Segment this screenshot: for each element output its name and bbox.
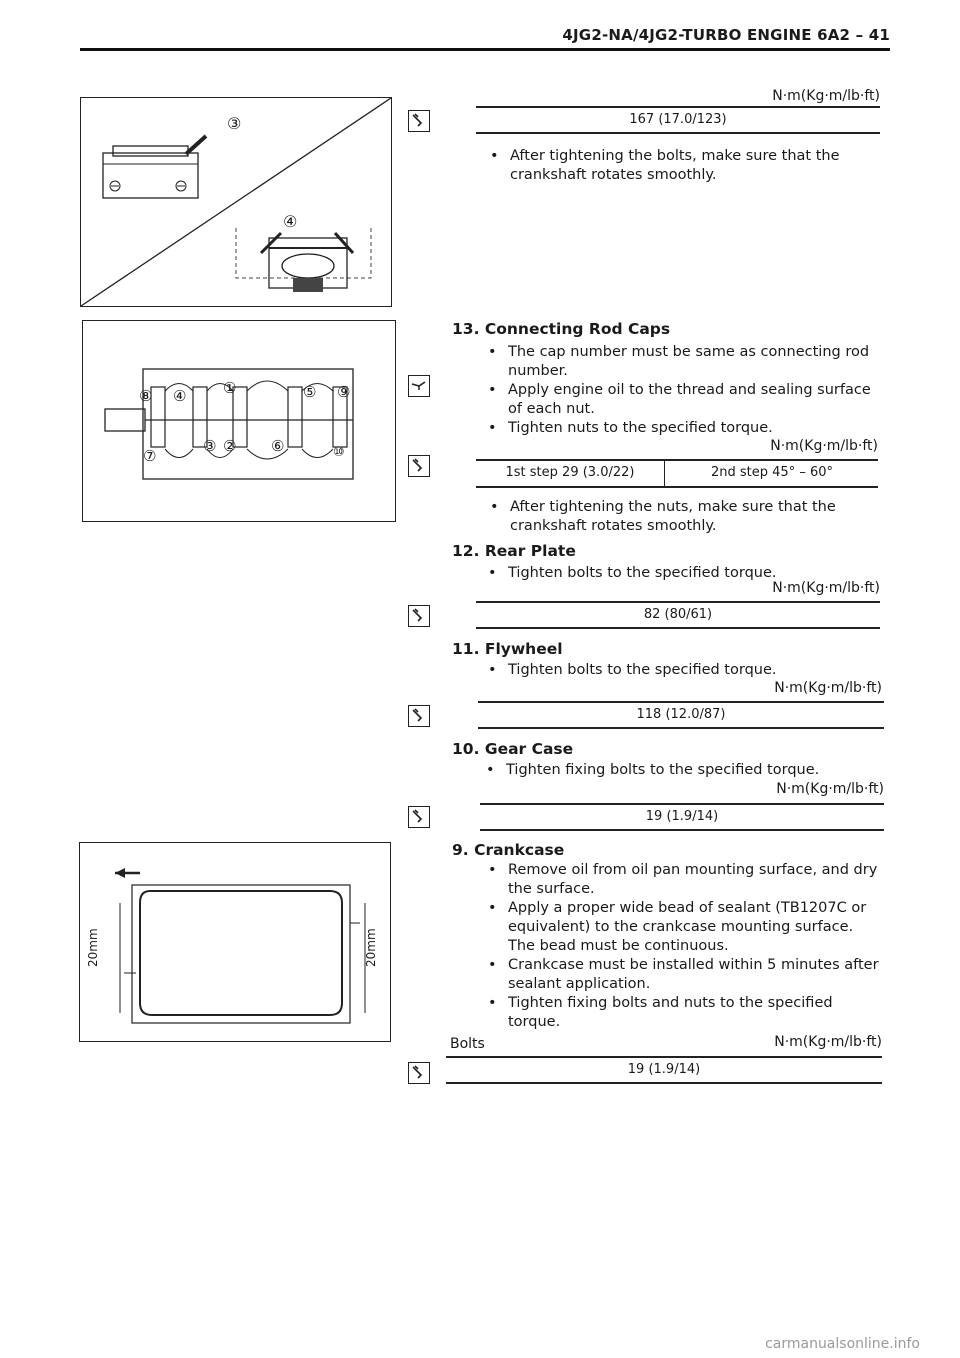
torque-wrench-icon [408, 705, 430, 727]
top-notes [482, 147, 882, 185]
torque-step-2: 2nd step 45° – 60° [711, 465, 833, 480]
bullet-item: • Tighten bolts to the specified torque. [480, 661, 880, 680]
crankcase-drawing [80, 843, 390, 1041]
table-rule [476, 601, 880, 603]
torque-value: 82 (80/61) [643, 607, 713, 622]
torque-wrench-icon [408, 110, 430, 132]
torque-unit-label: N·m(Kg·m/lb·ft) [774, 1034, 882, 1050]
dimension-label-left: 20mm [86, 928, 100, 967]
table-rule [476, 132, 880, 134]
callout-9: ⑨ [337, 383, 351, 401]
bullet-item: • After tightening the bolts, make sure that the crankshaft rotates smoothly. [482, 147, 882, 185]
torque-unit-label: N·m(Kg·m/lb·ft) [772, 580, 880, 596]
callout-2: ② [223, 437, 237, 455]
bullet-item: • Tighten fixing bolts and nuts to the specified torque. [480, 994, 882, 1032]
torque-wrench-icon [408, 455, 430, 477]
crankcase-figure [79, 842, 391, 1042]
oil-can-icon [408, 375, 430, 397]
table-rule [480, 829, 884, 831]
table-rule [476, 627, 880, 629]
bearing-cap-figure [80, 97, 392, 307]
bullet-item: • Tighten fixing bolts to the specified torque. [478, 761, 882, 780]
table-rule [476, 459, 878, 461]
torque-unit-label: N·m(Kg·m/lb·ft) [776, 781, 884, 797]
torque-wrench-icon [408, 806, 430, 828]
watermark: carmanualsonline.info [765, 1336, 920, 1352]
callout-3: ③ [227, 114, 242, 133]
callout-7: ⑦ [143, 447, 157, 465]
table-rule [478, 701, 884, 703]
bullet-item: • Remove oil from oil pan mounting surface, and dry the surface. [480, 861, 882, 899]
callout-4: ④ [173, 387, 187, 405]
section-10-title: 10. Gear Case [452, 740, 574, 758]
table-rule [446, 1082, 882, 1084]
callout-10: ⑩ [333, 445, 345, 460]
crankshaft-drawing [83, 321, 395, 521]
callout-8: ⑧ [139, 387, 153, 405]
callout-3: ③ [203, 437, 217, 455]
torque-value: 118 (12.0/87) [636, 707, 726, 722]
callout-5: ⑤ [303, 383, 317, 401]
section-9-title: 9. Crankcase [452, 841, 565, 859]
bullet-item: • The cap number must be same as connecting rod number. [480, 343, 880, 381]
section-11-title: 11. Flywheel [452, 640, 563, 658]
torque-unit-label: N·m(Kg·m/lb·ft) [772, 88, 880, 104]
table-rule [476, 486, 878, 488]
torque-wrench-icon [408, 605, 430, 627]
bullet-item: • Crankcase must be installed within 5 minutes after sealant application. [480, 956, 882, 994]
callout-1: ① [223, 379, 237, 397]
bullet-item: • Apply engine oil to the thread and sealing surface of each nut. [480, 381, 880, 419]
page-header: 4JG2-NA/4JG2-TURBO ENGINE 6A2 – 41 [562, 26, 890, 44]
section-9-bullets [480, 861, 882, 1032]
section-13-after [482, 498, 882, 536]
table-divider [664, 461, 665, 487]
table-rule [480, 803, 884, 805]
bolts-label: Bolts [450, 1036, 485, 1052]
bullet-item: • Tighten nuts to the specified torque. [480, 419, 880, 438]
dimension-label-right: 20mm [364, 928, 378, 967]
torque-value: 19 (1.9/14) [645, 809, 719, 824]
torque-unit-label: N·m(Kg·m/lb·ft) [770, 438, 878, 454]
torque-step-1: 1st step 29 (3.0/22) [505, 465, 635, 480]
header-rule [80, 48, 890, 51]
bullet-item: • Tighten bolts to the specified torque. [480, 564, 880, 583]
section-13-bullets [480, 343, 880, 438]
table-rule [478, 727, 884, 729]
table-rule [446, 1056, 882, 1058]
section-13-title: 13. Connecting Rod Caps [452, 320, 671, 338]
torque-unit-label: N·m(Kg·m/lb·ft) [774, 680, 882, 696]
torque-value: 19 (1.9/14) [627, 1062, 701, 1077]
torque-wrench-icon [408, 1062, 430, 1084]
callout-6: ⑥ [271, 437, 285, 455]
section-12-title: 12. Rear Plate [452, 542, 576, 560]
table-rule [476, 106, 880, 108]
section-11-bullets [480, 661, 880, 680]
crankshaft-figure [82, 320, 396, 522]
callout-4: ④ [283, 212, 298, 231]
bullet-item: • Apply a proper wide bead of sealant (TB1207C or equivalent) to the crankcase mounting surface. The bead must be continuous. [480, 899, 882, 956]
torque-value: 167 (17.0/123) [629, 112, 727, 127]
bullet-item: • After tightening the nuts, make sure that the crankshaft rotates smoothly. [482, 498, 882, 536]
section-10-bullets [478, 761, 882, 780]
